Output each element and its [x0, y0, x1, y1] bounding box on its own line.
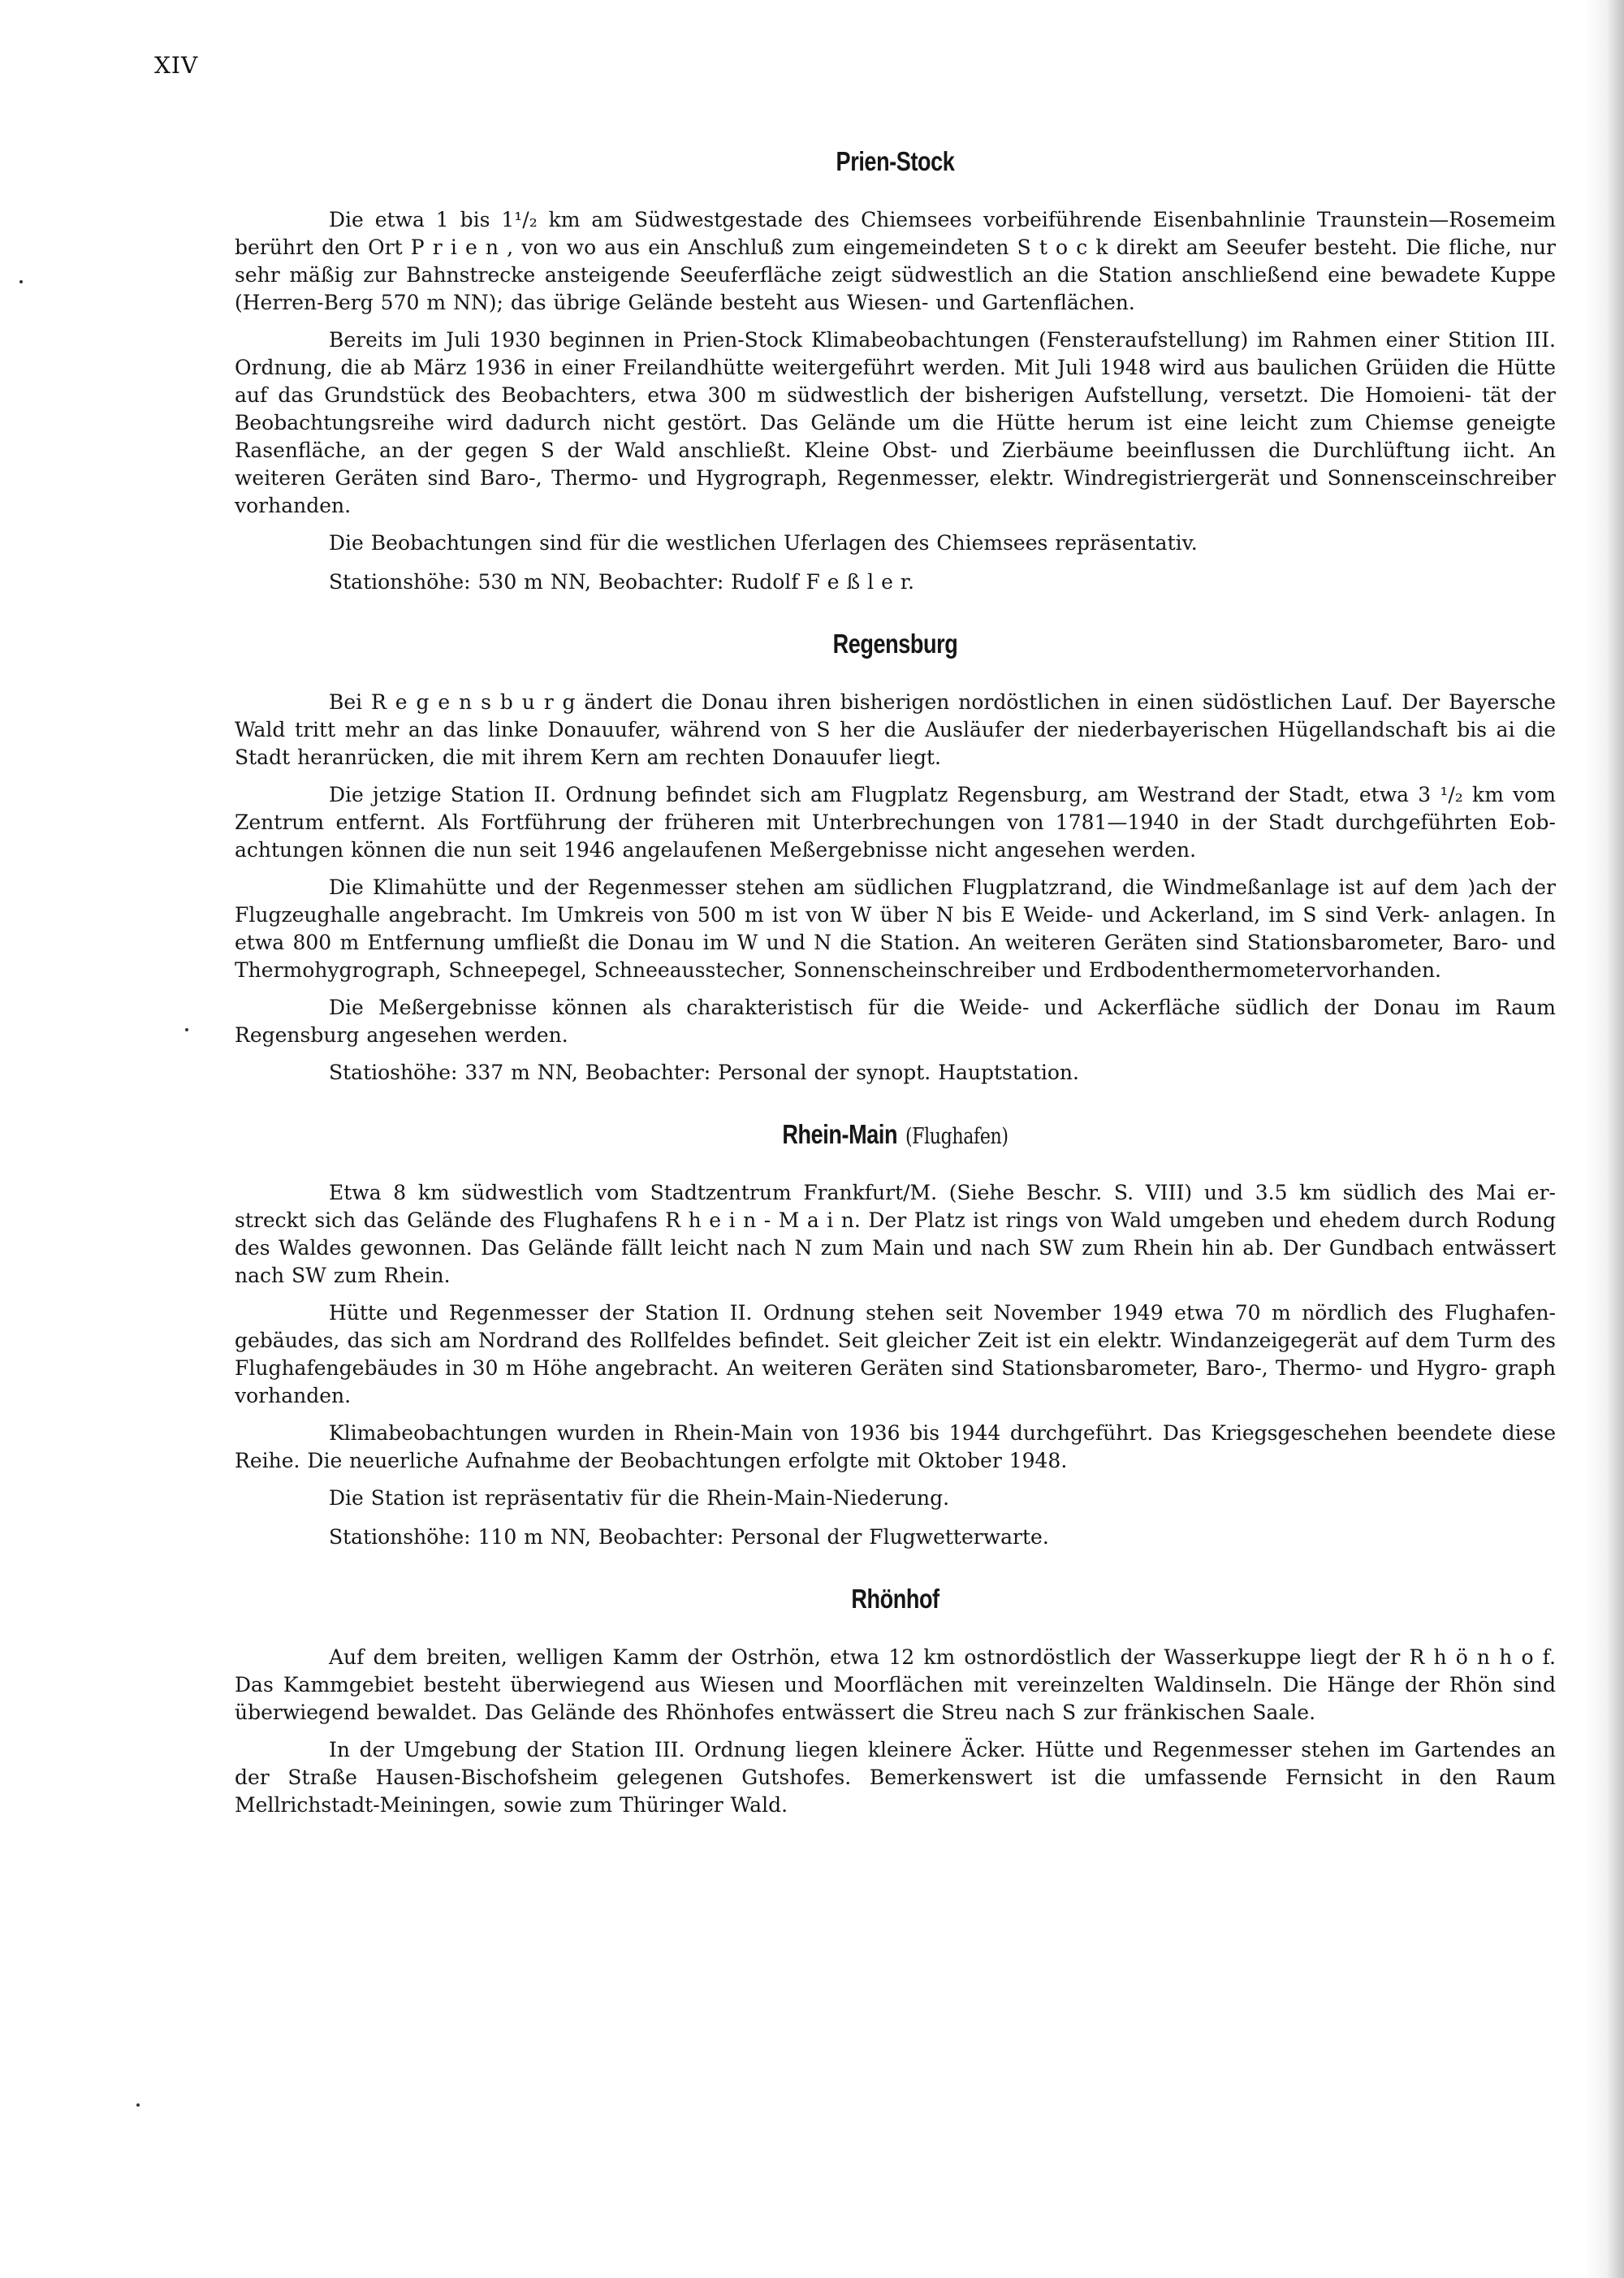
paragraph: Die etwa 1 bis 1¹/₂ km am Südwestgestade des Chiemsees vorbeiführende Eisenbahnlinie Traunstein—Rosemeim berührt den Ort P r i e n , von wo aus ein Anschluß zum eingemeindeten S t o c k direkt am Seeufer besteht. Die fliche, nur sehr mäßig zur Bahnstrecke ansteigende Seeuferfläche zeigt südwestlich an die Station anschließend eine bewadete Kuppe (Herren-Berg 570 m NN); das übrige Gelände besteht aus Wiesen- und Gartenflächen. — [235, 208, 1556, 314]
paragraph: In der Umgebung der Station III. Ordnung liegen kleinere Äcker. Hütte und Regenmesser stehen im Gartendes an der Straße Hausen-Bischofsheim gelegenen Gutshofes. Bemerkenswert ist die umfassende Fernsicht in den Raum Mellrichstadt-Meiningen, sowie zum Thüringer Wald. — [235, 1738, 1556, 1817]
section-title: Rhönhof — [851, 1584, 939, 1614]
scan-speck — [185, 1028, 188, 1031]
scan-speck — [19, 280, 23, 283]
paragraph: Bei R e g e n s b u r g ändert die Donau ihren bisherigen nordöstlichen in einen südöstlichen Lauf. Der Bayersche Wald tritt mehr an das linke Donauufer, während von S her die Ausläufer der niederbayerischen Hügellandschaft bis ai die Stadt heranrücken, die mit ihrem Kern am rechten Donauufer liegt. — [235, 690, 1556, 769]
document-body — [235, 146, 1556, 1829]
paragraph: Etwa 8 km südwestlich vom Stadtzentrum Frankfurt/M. (Siehe Beschr. S. VIII) und 3.5 km südlich des Mai er- streckt sich das Gelände des Flughafens R h e i n - M a i n. Der Platz ist rings von Wald umgeben und ehedem durch Rodung des Waldes gewonnen. Das Gelände fällt leicht nach N zum Main und nach SW zum Rhein hin ab. Der Gundbach entwässert nach SW zum Rhein. — [235, 1181, 1556, 1287]
station-info: Stationshöhe: 530 m NN, Beobachter: Rudolf F e ß l e r. — [329, 570, 914, 594]
page-number: XIV — [154, 52, 199, 79]
paragraph: Die Klimahütte und der Regenmesser stehen am südlichen Flugplatzrand, die Windmeßanlage ist auf dem )ach der Flugzeughalle angebracht. Im Umkreis von 500 m ist von W über N bis E Weide- und Ackerland, im S sind Verk- anlagen. In etwa 800 m Entfernung umfließt die Donau im W und N die Station. An weiteren Geräten sind Stationsbarometer, Baro- und Thermohygrograph, Schneepegel, Schneeausstecher, Sonnenscheinschreiber und Erdbodenthermometervorhanden. — [235, 875, 1556, 982]
section-title: Regensburg — [832, 629, 958, 659]
paragraph: Klimabeobachtungen wurden in Rhein-Main von 1936 bis 1944 durchgeführt. Das Kriegsgeschehen beendete diese Reihe. Die neuerliche Aufnahme der Beobachtungen erfolgte mit Oktober 1948. — [235, 1421, 1556, 1472]
station-info: Stationshöhe: 110 m NN, Beobachter: Personal der Flugwetterwarte. — [329, 1525, 1049, 1549]
station-info: Statioshöhe: 337 m NN, Beobachter: Personal der synopt. Hauptstation. — [329, 1061, 1079, 1084]
paragraph: Die Meßergebnisse können als charakteristisch für die Weide- und Ackerfläche südlich der Donau im Raum Regensburg angesehen werden. — [235, 996, 1556, 1047]
paragraph: Die Station ist repräsentativ für die Rhein-Main-Niederung. — [329, 1486, 950, 1510]
section-title — [353, 1119, 1436, 1150]
paragraph: Die Beobachtungen sind für die westlichen Uferlagen des Chiemsees repräsentativ. — [329, 531, 1198, 555]
page-edge-shadow — [1585, 0, 1624, 2278]
section-rhoenhof — [235, 1584, 1556, 1819]
paragraph: Hütte und Regenmesser der Station II. Ordnung stehen seit November 1949 etwa 70 m nördlich des Flughafen- gebäudes, das sich am Nordrand des Rollfeldes befindet. Seit gleicher Zeit ist ein elektr. Windanzeigegerät auf dem Turm des Flughafengebäudes in 30 m Höhe angebracht. An weiteren Geräten sind Stationsbarometer, Baro-, Thermo- und Hygro- graph vorhanden. — [235, 1301, 1556, 1407]
paragraph: Auf dem breiten, welligen Kamm der Ostrhön, etwa 12 km ostnordöstlich der Wasserkuppe liegt der R h ö n h o f. Das Kammgebiet besteht überwiegend aus Wiesen und Moorflächen mit vereinzelten Waldinseln. Die Hänge der Rhön sind überwiegend bewaldet. Das Gelände des Rhönhofes entwässert die Streu nach S zur fränkischen Saale. — [235, 1645, 1556, 1724]
section-rhein-main — [235, 1119, 1556, 1551]
section-subtitle: (Flughafen) — [905, 1124, 1009, 1149]
section-regensburg — [235, 629, 1556, 1087]
section-title-main: Rhein-Main — [782, 1119, 898, 1149]
section-prien-stock — [235, 146, 1556, 596]
paragraph: Die jetzige Station II. Ordnung befindet sich am Flugplatz Regensburg, am Westrand der Stadt, etwa 3 ¹/₂ km vom Zentrum entfernt. Als Fortführung der früheren mit Unterbrechungen von 1781—1940 in der Stadt durchgeführten Eob- achtungen können die nun seit 1946 angelaufenen Meßergebnisse nicht angesehen werden. — [235, 783, 1556, 862]
scan-speck — [136, 2103, 140, 2107]
paragraph: Bereits im Juli 1930 beginnen in Prien-Stock Klimabeobachtungen (Fensteraufstellung) im Rahmen einer Stition III. Ordnung, die ab März 1936 in einer Freilandhütte weitergeführt werden. Mit Juli 1948 wird aus baulichen Grüiden die Hütte auf das Grundstück des Beobachters, etwa 300 m südwestlich der bisherigen Aufstellung, versetzt. Die Homoieni- tät der Beobachtungsreihe wird dadurch nicht gestört. Das Gelände um die Hütte herum ist eine leicht zum Chiemse geneigte Rasenfläche, an der gegen S der Wald anschließt. Kleine Obst- und Zierbäume beeinflussen die Durchlüftung iicht. An weiteren Geräten sind Baro-, Thermo- und Hygrograph, Regenmesser, elektr. Windregistriergerät und Sonnensceinschreiber vorhanden. — [235, 328, 1556, 517]
section-title: Prien-Stock — [836, 146, 955, 176]
